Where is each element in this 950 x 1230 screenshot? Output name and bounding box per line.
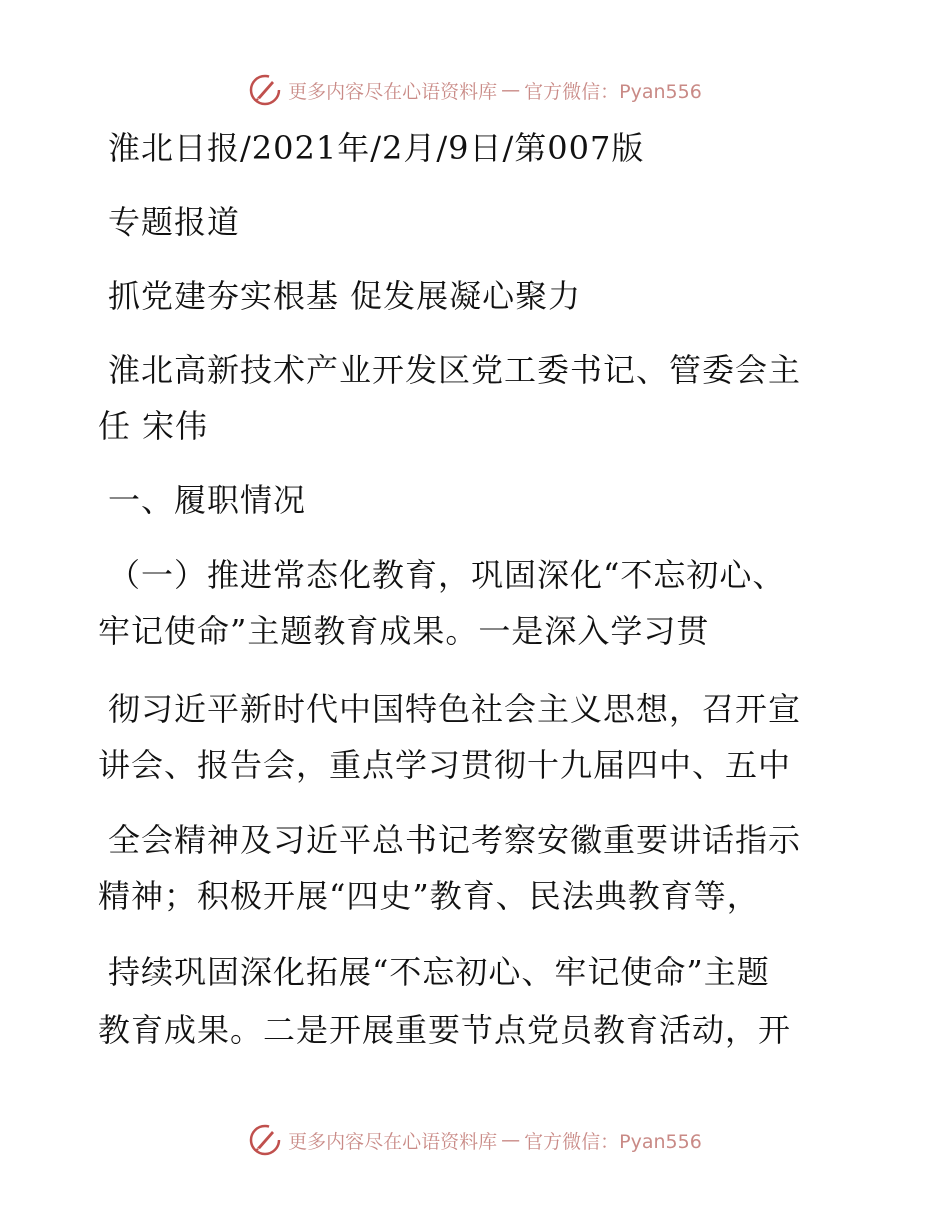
paragraph-line: 持续巩固深化拓展“不忘初心、牢记使命”主题 — [108, 953, 770, 991]
paragraph-line: 教育成果。二是开展重要节点党员教育活动，开 — [98, 1011, 792, 1049]
watermark-text: 更多内容尽在心语资料库 — [288, 80, 498, 103]
source-line: 淮北日报/2021年/2月/9日/第007版 — [108, 129, 645, 167]
article-title: 抓党建夯实根基 促发展凝心聚力 — [108, 277, 582, 315]
watermark-separator: — — [501, 1129, 521, 1151]
paragraph-line: 彻习近平新时代中国特色社会主义思想，召开宣 — [108, 690, 802, 728]
quill-circle-logo-icon — [248, 73, 282, 107]
paragraph-line: 精神；积极开展“四史”教育、民法典教育等， — [98, 877, 760, 915]
quill-circle-logo-icon — [248, 1123, 282, 1157]
section-label: 专题报道 — [108, 203, 241, 241]
paragraph-line: （一）推进常态化教育，巩固深化“不忘初心、 — [108, 556, 786, 594]
watermark-text: 更多内容尽在心语资料库 — [288, 1130, 498, 1153]
watermark-contact: 官方微信：Pyan556 — [524, 80, 702, 103]
paragraph-line: 全会精神及习近平总书记考察安徽重要讲话指示 — [108, 821, 802, 859]
paragraph-line: 牢记使命”主题教育成果。一是深入学习贯 — [98, 612, 710, 650]
paragraph-line: 讲会、报告会，重点学习贯彻十九届四中、五中 — [98, 746, 792, 784]
watermark-separator: — — [501, 79, 521, 101]
watermark-bottom — [0, 1120, 950, 1160]
heading-duty: 一、履职情况 — [108, 481, 307, 519]
watermark-top — [0, 70, 950, 110]
author-line-2: 任 宋伟 — [98, 407, 209, 445]
watermark-contact: 官方微信：Pyan556 — [524, 1130, 702, 1153]
author-line-1: 淮北高新技术产业开发区党工委书记、管委会主 — [108, 351, 802, 389]
